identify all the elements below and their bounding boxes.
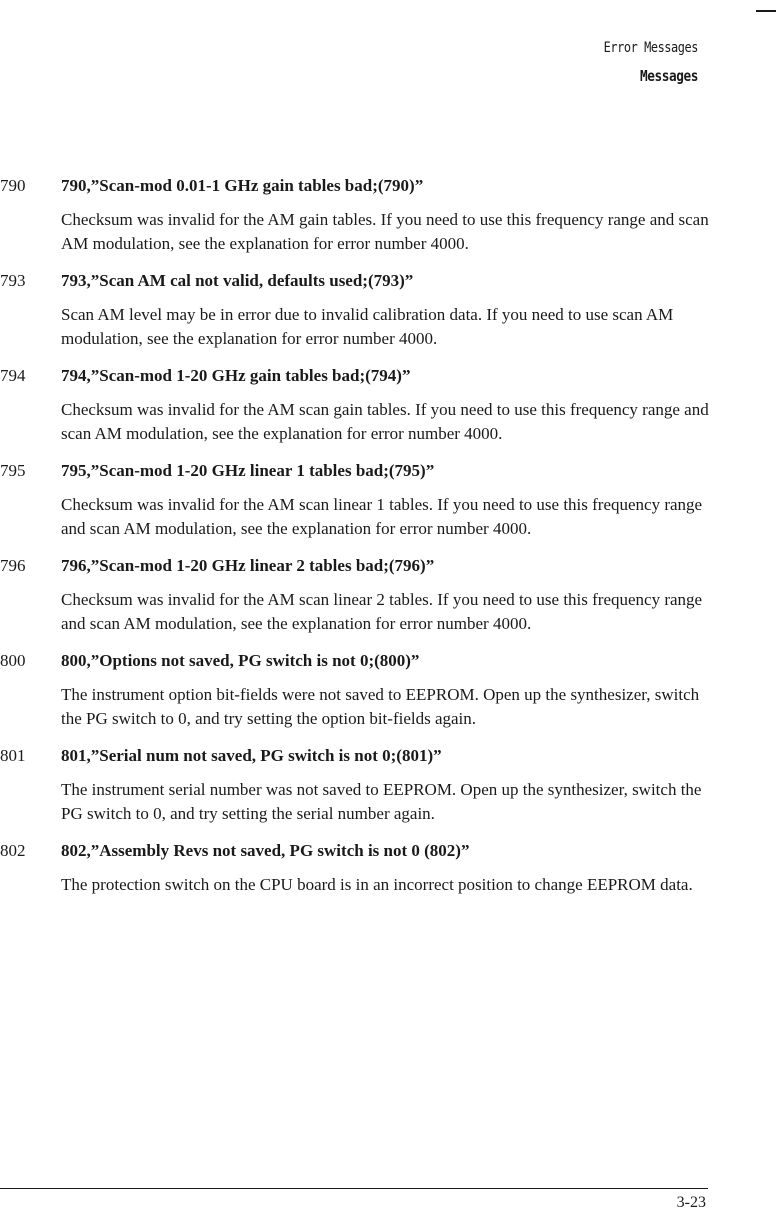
error-entry [0,554,716,636]
error-number: 802 [0,841,26,860]
error-description: The protection switch on the CPU board is in an incorrect position to change EEPROM data. [61,875,693,894]
error-number: 800 [0,651,26,670]
error-message-list [0,174,716,910]
error-description: Checksum was invalid for the AM scan linear 1 tables. If you need to use this frequency range and scan AM modulation, see the explanation for error number 4000. [61,495,703,538]
error-entry [0,269,716,351]
error-number: 801 [0,746,26,765]
error-description: Scan AM level may be in error due to invalid calibration data. If you need to use scan AM modulation, see the explanation for error number 4000. [61,305,674,348]
error-entry [0,744,716,826]
error-number: 793 [0,271,26,290]
error-number: 796 [0,556,26,575]
error-number: 795 [0,461,26,480]
error-heading: 793,”Scan AM cal not valid, defaults used;(793)” [61,271,414,290]
error-description: Checksum was invalid for the AM scan gain tables. If you need to use this frequency range and scan AM modulation, see the explanation for error number 4000. [61,400,709,443]
error-entry [0,839,716,897]
page-number: 3-23 [676,1194,706,1211]
error-heading: 801,”Serial num not saved, PG switch is not 0;(801)” [61,746,442,765]
error-entry [0,459,716,541]
error-heading: 790,”Scan-mod 0.01-1 GHz gain tables bad;(790)” [61,176,424,195]
error-entry [0,174,716,256]
running-head [587,34,698,90]
error-heading: 802,”Assembly Revs not saved, PG switch is not 0 (802)” [61,841,470,860]
section-title: Messages [639,67,698,85]
error-number: 794 [0,366,26,385]
error-heading: 796,”Scan-mod 1-20 GHz linear 2 tables bad;(796)” [61,556,435,575]
error-description: The instrument option bit-fields were not saved to EEPROM. Open up the synthesizer, switch the PG switch to 0, and try setting the option bit-fields again. [61,685,700,728]
error-description: The instrument serial number was not saved to EEPROM. Open up the synthesizer, switch the PG switch to 0, and try setting the serial number again. [61,780,702,823]
error-number: 790 [0,176,26,195]
error-description: Checksum was invalid for the AM scan linear 2 tables. If you need to use this frequency range and scan AM modulation, see the explanation for error number 4000. [61,590,703,633]
error-heading: 800,”Options not saved, PG switch is not 0;(800)” [61,651,420,670]
error-description: Checksum was invalid for the AM gain tables. If you need to use this frequency range and scan AM modulation, see the explanation for error number 4000. [61,210,709,253]
corner-mark [756,10,776,12]
footer-rule [0,1188,708,1189]
chapter-title: Error Messages [603,40,698,56]
error-entry [0,649,716,731]
error-entry [0,364,716,446]
error-heading: 795,”Scan-mod 1-20 GHz linear 1 tables bad;(795)” [61,461,435,480]
error-heading: 794,”Scan-mod 1-20 GHz gain tables bad;(794)” [61,366,411,385]
